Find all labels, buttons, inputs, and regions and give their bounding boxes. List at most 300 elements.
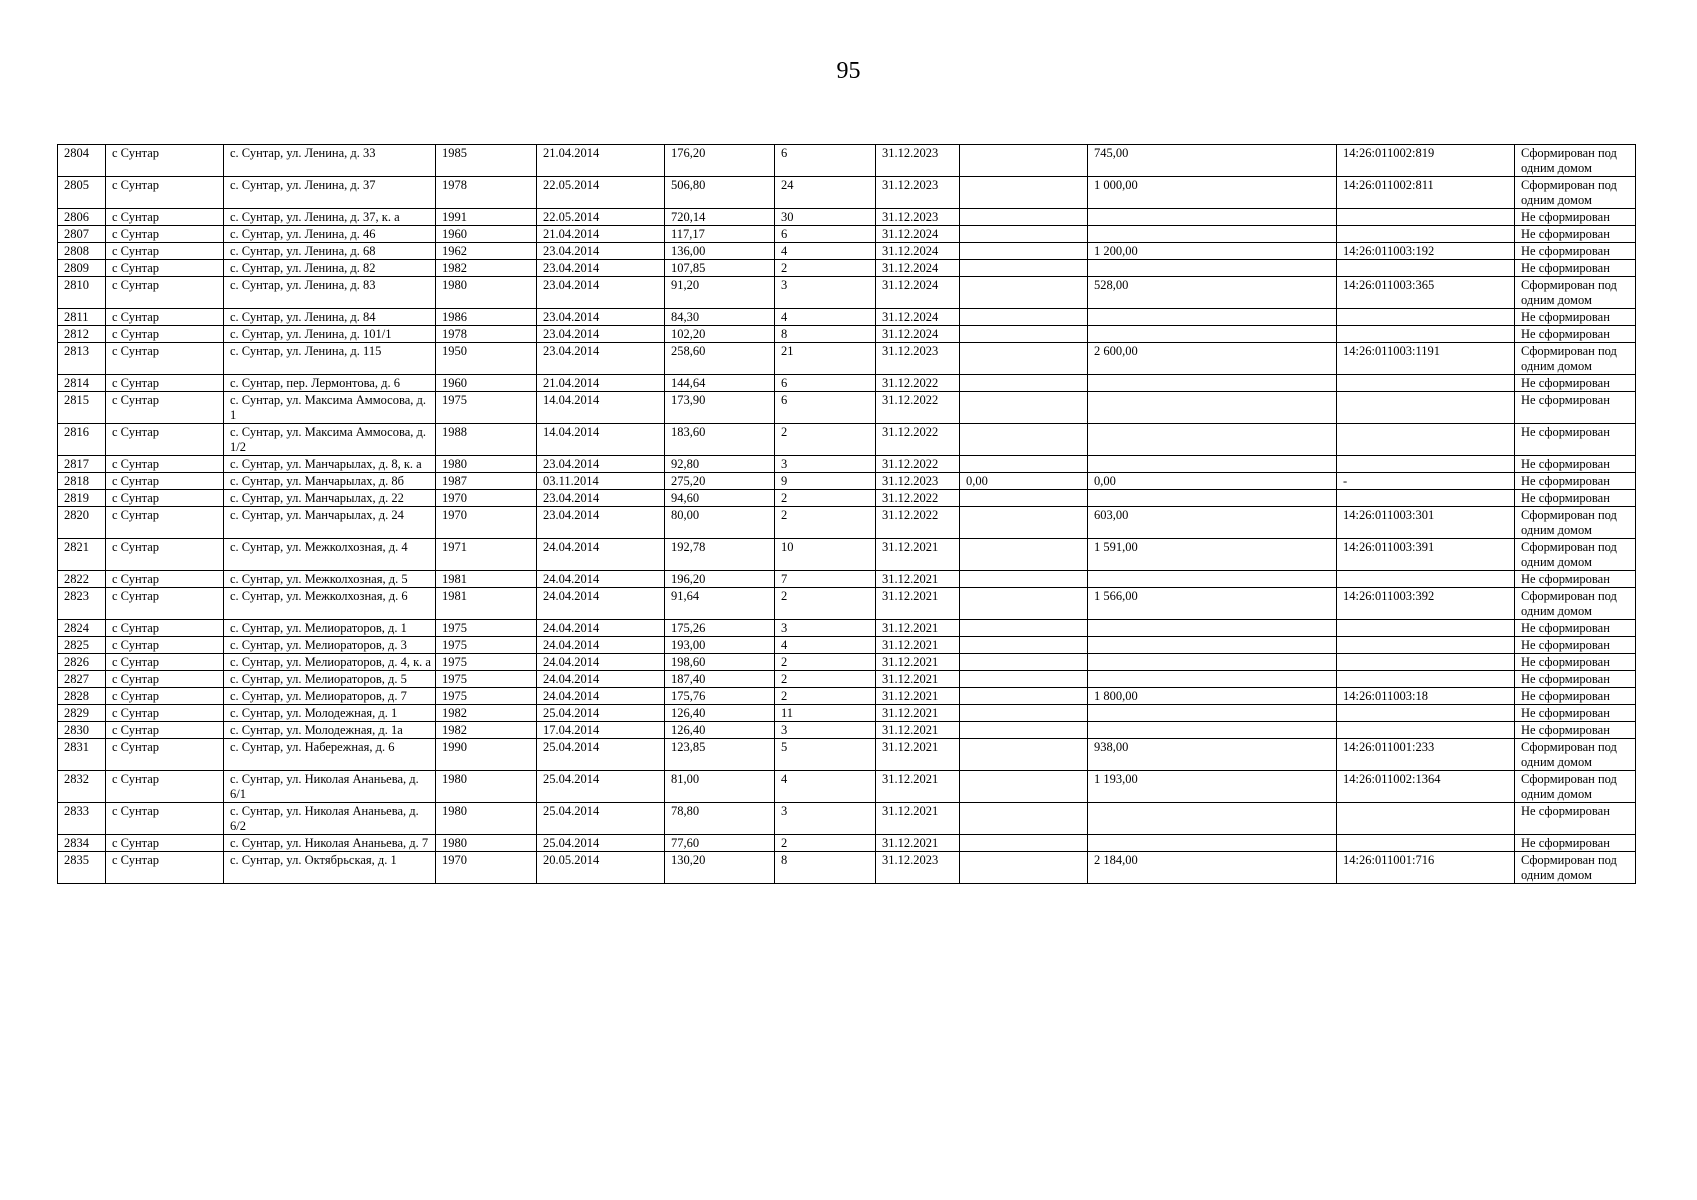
cell-row-number: 2805	[58, 177, 106, 209]
cell-build-year: 1978	[436, 177, 537, 209]
cell-land-area	[1088, 705, 1337, 722]
cell-land-area: 603,00	[1088, 507, 1337, 539]
cell-land-area	[1088, 392, 1337, 424]
cell-row-number: 2808	[58, 243, 106, 260]
cell-build-year: 1950	[436, 343, 537, 375]
cell-record-date: 23.04.2014	[537, 490, 665, 507]
cell-deadline-date: 31.12.2021	[876, 620, 960, 637]
cell-settlement: с Сунтар	[106, 392, 224, 424]
cell-build-year: 1980	[436, 835, 537, 852]
cell-address: с. Сунтар, ул. Ленина, д. 37, к. а	[224, 209, 436, 226]
cell-address: с. Сунтар, ул. Ленина, д. 83	[224, 277, 436, 309]
cell-residents: 30	[775, 209, 876, 226]
cell-build-year: 1985	[436, 145, 537, 177]
cell-settlement: с Сунтар	[106, 835, 224, 852]
cell-cost-value	[960, 654, 1088, 671]
cell-cadastral-number	[1337, 456, 1515, 473]
cell-address: с. Сунтар, ул. Мелиораторов, д. 5	[224, 671, 436, 688]
cell-land-area: 1 193,00	[1088, 771, 1337, 803]
table-row	[58, 177, 1636, 209]
cell-cost-value	[960, 722, 1088, 739]
cell-land-status: Сформирован под одним домом	[1515, 277, 1636, 309]
cell-build-year: 1980	[436, 277, 537, 309]
table-row	[58, 277, 1636, 309]
cell-area: 198,60	[665, 654, 775, 671]
table-row	[58, 145, 1636, 177]
cell-cost-value	[960, 835, 1088, 852]
cell-land-status: Сформирован под одним домом	[1515, 771, 1636, 803]
cell-cadastral-number	[1337, 705, 1515, 722]
cell-build-year: 1960	[436, 375, 537, 392]
cell-area: 130,20	[665, 852, 775, 884]
cell-land-status: Сформирован под одним домом	[1515, 343, 1636, 375]
cell-deadline-date: 31.12.2021	[876, 722, 960, 739]
cell-residents: 7	[775, 571, 876, 588]
cell-deadline-date: 31.12.2021	[876, 705, 960, 722]
cell-record-date: 24.04.2014	[537, 637, 665, 654]
cell-cost-value	[960, 620, 1088, 637]
cell-cost-value	[960, 539, 1088, 571]
cell-cost-value	[960, 688, 1088, 705]
cell-build-year: 1970	[436, 507, 537, 539]
cell-deadline-date: 31.12.2023	[876, 209, 960, 226]
cell-build-year: 1962	[436, 243, 537, 260]
cell-residents: 3	[775, 803, 876, 835]
cell-address: с. Сунтар, ул. Ленина, д. 37	[224, 177, 436, 209]
cell-land-area	[1088, 456, 1337, 473]
cell-cadastral-number: 14:26:011002:811	[1337, 177, 1515, 209]
cell-settlement: с Сунтар	[106, 620, 224, 637]
cell-record-date: 23.04.2014	[537, 326, 665, 343]
cell-build-year: 1982	[436, 722, 537, 739]
cell-address: с. Сунтар, ул. Мелиораторов, д. 7	[224, 688, 436, 705]
cell-build-year: 1971	[436, 539, 537, 571]
cell-residents: 6	[775, 226, 876, 243]
cell-row-number: 2812	[58, 326, 106, 343]
cell-deadline-date: 31.12.2024	[876, 326, 960, 343]
cell-settlement: с Сунтар	[106, 309, 224, 326]
cell-build-year: 1980	[436, 771, 537, 803]
cell-settlement: с Сунтар	[106, 260, 224, 277]
cell-record-date: 23.04.2014	[537, 343, 665, 375]
cell-residents: 4	[775, 771, 876, 803]
cell-row-number: 2819	[58, 490, 106, 507]
cell-residents: 4	[775, 309, 876, 326]
cell-land-status: Сформирован под одним домом	[1515, 852, 1636, 884]
cell-residents: 10	[775, 539, 876, 571]
table-row	[58, 424, 1636, 456]
table-row	[58, 456, 1636, 473]
page-number: 95	[836, 58, 861, 84]
cell-address: с. Сунтар, ул. Мелиораторов, д. 4, к. а	[224, 654, 436, 671]
cell-area: 175,76	[665, 688, 775, 705]
cell-row-number: 2834	[58, 835, 106, 852]
cell-cost-value	[960, 705, 1088, 722]
cell-build-year: 1975	[436, 654, 537, 671]
cell-row-number: 2816	[58, 424, 106, 456]
cell-address: с. Сунтар, ул. Мелиораторов, д. 3	[224, 637, 436, 654]
cell-cadastral-number: 14:26:011003:1191	[1337, 343, 1515, 375]
cell-row-number: 2804	[58, 145, 106, 177]
table-row	[58, 309, 1636, 326]
table-row	[58, 490, 1636, 507]
cell-residents: 6	[775, 392, 876, 424]
cell-record-date: 25.04.2014	[537, 739, 665, 771]
cell-record-date: 24.04.2014	[537, 539, 665, 571]
table-row	[58, 226, 1636, 243]
cell-area: 187,40	[665, 671, 775, 688]
cell-row-number: 2818	[58, 473, 106, 490]
table-row	[58, 705, 1636, 722]
cell-row-number: 2815	[58, 392, 106, 424]
table-row	[58, 392, 1636, 424]
cell-cost-value	[960, 852, 1088, 884]
cell-record-date: 22.05.2014	[537, 177, 665, 209]
cell-residents: 5	[775, 739, 876, 771]
cell-cost-value	[960, 507, 1088, 539]
cell-deadline-date: 31.12.2021	[876, 637, 960, 654]
cell-record-date: 22.05.2014	[537, 209, 665, 226]
cell-cadastral-number	[1337, 424, 1515, 456]
table-row	[58, 739, 1636, 771]
cell-settlement: с Сунтар	[106, 456, 224, 473]
cell-row-number: 2824	[58, 620, 106, 637]
cell-deadline-date: 31.12.2021	[876, 571, 960, 588]
cell-record-date: 14.04.2014	[537, 392, 665, 424]
cell-row-number: 2810	[58, 277, 106, 309]
cell-settlement: с Сунтар	[106, 539, 224, 571]
cell-area: 275,20	[665, 473, 775, 490]
cell-land-status: Не сформирован	[1515, 654, 1636, 671]
cell-build-year: 1991	[436, 209, 537, 226]
cell-land-area	[1088, 209, 1337, 226]
table-row	[58, 343, 1636, 375]
cell-cost-value	[960, 145, 1088, 177]
cell-deadline-date: 31.12.2022	[876, 507, 960, 539]
cell-deadline-date: 31.12.2021	[876, 771, 960, 803]
cell-row-number: 2833	[58, 803, 106, 835]
cell-land-area: 528,00	[1088, 277, 1337, 309]
cell-cost-value	[960, 177, 1088, 209]
cell-settlement: с Сунтар	[106, 588, 224, 620]
cell-residents: 2	[775, 688, 876, 705]
cell-cadastral-number	[1337, 571, 1515, 588]
cell-land-status: Сформирован под одним домом	[1515, 739, 1636, 771]
cell-area: 102,20	[665, 326, 775, 343]
cell-settlement: с Сунтар	[106, 473, 224, 490]
cell-cost-value: 0,00	[960, 473, 1088, 490]
cell-build-year: 1975	[436, 671, 537, 688]
table-body	[58, 145, 1636, 884]
table-row	[58, 771, 1636, 803]
table-row	[58, 588, 1636, 620]
cell-record-date: 23.04.2014	[537, 309, 665, 326]
cell-settlement: с Сунтар	[106, 637, 224, 654]
cell-record-date: 21.04.2014	[537, 375, 665, 392]
cell-deadline-date: 31.12.2021	[876, 803, 960, 835]
cell-row-number: 2829	[58, 705, 106, 722]
cell-build-year: 1980	[436, 456, 537, 473]
cell-residents: 4	[775, 243, 876, 260]
cell-land-area: 938,00	[1088, 739, 1337, 771]
cell-settlement: с Сунтар	[106, 243, 224, 260]
cell-land-area: 1 800,00	[1088, 688, 1337, 705]
cell-build-year: 1975	[436, 637, 537, 654]
cell-cost-value	[960, 260, 1088, 277]
cell-cadastral-number: 14:26:011003:391	[1337, 539, 1515, 571]
cell-area: 78,80	[665, 803, 775, 835]
cell-land-status: Не сформирован	[1515, 260, 1636, 277]
cell-build-year: 1970	[436, 852, 537, 884]
cell-cost-value	[960, 803, 1088, 835]
cell-row-number: 2827	[58, 671, 106, 688]
cell-land-status: Не сформирован	[1515, 392, 1636, 424]
cell-settlement: с Сунтар	[106, 722, 224, 739]
cell-residents: 2	[775, 671, 876, 688]
cell-row-number: 2811	[58, 309, 106, 326]
table-row	[58, 539, 1636, 571]
cell-row-number: 2814	[58, 375, 106, 392]
cell-row-number: 2817	[58, 456, 106, 473]
cell-residents: 21	[775, 343, 876, 375]
cell-land-status: Сформирован под одним домом	[1515, 539, 1636, 571]
cell-build-year: 1981	[436, 571, 537, 588]
cell-land-status: Не сформирован	[1515, 456, 1636, 473]
table-row	[58, 571, 1636, 588]
cell-cadastral-number	[1337, 326, 1515, 343]
cell-build-year: 1986	[436, 309, 537, 326]
cell-cost-value	[960, 588, 1088, 620]
cell-cost-value	[960, 243, 1088, 260]
cell-build-year: 1980	[436, 803, 537, 835]
cell-residents: 3	[775, 456, 876, 473]
cell-deadline-date: 31.12.2023	[876, 343, 960, 375]
cell-area: 77,60	[665, 835, 775, 852]
cell-cadastral-number	[1337, 671, 1515, 688]
cell-area: 126,40	[665, 705, 775, 722]
cell-residents: 2	[775, 424, 876, 456]
cell-deadline-date: 31.12.2021	[876, 654, 960, 671]
cell-record-date: 25.04.2014	[537, 705, 665, 722]
cell-land-area	[1088, 654, 1337, 671]
cell-residents: 6	[775, 145, 876, 177]
cell-address: с. Сунтар, ул. Николая Ананьева, д. 6/1	[224, 771, 436, 803]
cell-land-status: Не сформирован	[1515, 722, 1636, 739]
cell-cost-value	[960, 209, 1088, 226]
cell-cost-value	[960, 309, 1088, 326]
cell-land-status: Не сформирован	[1515, 835, 1636, 852]
table-row	[58, 473, 1636, 490]
cell-address: с. Сунтар, ул. Ленина, д. 82	[224, 260, 436, 277]
cell-settlement: с Сунтар	[106, 343, 224, 375]
table-row	[58, 803, 1636, 835]
cell-area: 84,30	[665, 309, 775, 326]
cell-land-status: Не сформирован	[1515, 620, 1636, 637]
cell-area: 107,85	[665, 260, 775, 277]
cell-cadastral-number: 14:26:011003:301	[1337, 507, 1515, 539]
cell-address: с. Сунтар, ул. Октябрьская, д. 1	[224, 852, 436, 884]
cell-cadastral-number	[1337, 392, 1515, 424]
cell-record-date: 23.04.2014	[537, 277, 665, 309]
cell-area: 136,00	[665, 243, 775, 260]
cell-land-status: Не сформирован	[1515, 243, 1636, 260]
cell-record-date: 25.04.2014	[537, 835, 665, 852]
cell-land-status: Не сформирован	[1515, 571, 1636, 588]
cell-cadastral-number: 14:26:011003:365	[1337, 277, 1515, 309]
cell-area: 173,90	[665, 392, 775, 424]
cell-cost-value	[960, 343, 1088, 375]
cell-row-number: 2821	[58, 539, 106, 571]
cell-cost-value	[960, 424, 1088, 456]
cell-settlement: с Сунтар	[106, 177, 224, 209]
cell-land-status: Не сформирован	[1515, 326, 1636, 343]
cell-deadline-date: 31.12.2021	[876, 539, 960, 571]
cell-record-date: 23.04.2014	[537, 243, 665, 260]
cell-area: 123,85	[665, 739, 775, 771]
cell-record-date: 23.04.2014	[537, 260, 665, 277]
cell-deadline-date: 31.12.2024	[876, 309, 960, 326]
cell-row-number: 2832	[58, 771, 106, 803]
cell-address: с. Сунтар, ул. Максима Аммосова, д. 1/2	[224, 424, 436, 456]
cell-row-number: 2835	[58, 852, 106, 884]
cell-build-year: 1978	[436, 326, 537, 343]
cell-settlement: с Сунтар	[106, 209, 224, 226]
cell-record-date: 24.04.2014	[537, 620, 665, 637]
cell-land-area	[1088, 803, 1337, 835]
cell-build-year: 1975	[436, 620, 537, 637]
cell-settlement: с Сунтар	[106, 326, 224, 343]
cell-cost-value	[960, 277, 1088, 309]
cell-area: 117,17	[665, 226, 775, 243]
cell-land-status: Сформирован под одним домом	[1515, 145, 1636, 177]
cell-record-date: 24.04.2014	[537, 571, 665, 588]
cell-row-number: 2823	[58, 588, 106, 620]
cell-row-number: 2826	[58, 654, 106, 671]
cell-settlement: с Сунтар	[106, 277, 224, 309]
cell-address: с. Сунтар, ул. Николая Ананьева, д. 6/2	[224, 803, 436, 835]
cell-land-area	[1088, 671, 1337, 688]
cell-land-area: 1 566,00	[1088, 588, 1337, 620]
cell-deadline-date: 31.12.2022	[876, 424, 960, 456]
cell-record-date: 24.04.2014	[537, 654, 665, 671]
cell-address: с. Сунтар, ул. Набережная, д. 6	[224, 739, 436, 771]
cell-cost-value	[960, 375, 1088, 392]
cell-settlement: с Сунтар	[106, 803, 224, 835]
cell-address: с. Сунтар, ул. Межколхозная, д. 4	[224, 539, 436, 571]
cell-land-status: Сформирован под одним домом	[1515, 177, 1636, 209]
table-row	[58, 637, 1636, 654]
cell-address: с. Сунтар, ул. Молодежная, д. 1а	[224, 722, 436, 739]
cell-land-area	[1088, 571, 1337, 588]
cell-address: с. Сунтар, ул. Ленина, д. 101/1	[224, 326, 436, 343]
cell-cadastral-number	[1337, 260, 1515, 277]
cell-row-number: 2809	[58, 260, 106, 277]
cell-land-area	[1088, 260, 1337, 277]
cell-land-area	[1088, 226, 1337, 243]
cell-residents: 3	[775, 722, 876, 739]
cell-record-date: 21.04.2014	[537, 226, 665, 243]
cell-settlement: с Сунтар	[106, 375, 224, 392]
cell-settlement: с Сунтар	[106, 654, 224, 671]
cell-record-date: 24.04.2014	[537, 688, 665, 705]
cell-area: 91,20	[665, 277, 775, 309]
cell-cost-value	[960, 456, 1088, 473]
table-row	[58, 722, 1636, 739]
cell-cost-value	[960, 571, 1088, 588]
table-row	[58, 243, 1636, 260]
cell-row-number: 2825	[58, 637, 106, 654]
cell-cost-value	[960, 392, 1088, 424]
cell-cost-value	[960, 326, 1088, 343]
cell-land-status: Сформирован под одним домом	[1515, 507, 1636, 539]
cell-row-number: 2820	[58, 507, 106, 539]
cell-residents: 2	[775, 507, 876, 539]
cell-settlement: с Сунтар	[106, 688, 224, 705]
cell-address: с. Сунтар, ул. Молодежная, д. 1	[224, 705, 436, 722]
cell-deadline-date: 31.12.2022	[876, 490, 960, 507]
cell-land-status: Не сформирован	[1515, 473, 1636, 490]
cell-area: 94,60	[665, 490, 775, 507]
housing-registry-table	[57, 144, 1636, 884]
cell-cadastral-number: 14:26:011002:819	[1337, 145, 1515, 177]
cell-area: 192,78	[665, 539, 775, 571]
cell-cost-value	[960, 739, 1088, 771]
cell-residents: 3	[775, 620, 876, 637]
cell-address: с. Сунтар, ул. Манчарылах, д. 8, к. а	[224, 456, 436, 473]
cell-land-status: Не сформирован	[1515, 226, 1636, 243]
cell-area: 183,60	[665, 424, 775, 456]
cell-address: с. Сунтар, ул. Манчарылах, д. 8б	[224, 473, 436, 490]
cell-deadline-date: 31.12.2023	[876, 852, 960, 884]
cell-residents: 2	[775, 654, 876, 671]
cell-deadline-date: 31.12.2024	[876, 243, 960, 260]
cell-cadastral-number	[1337, 722, 1515, 739]
cell-build-year: 1982	[436, 260, 537, 277]
cell-address: с. Сунтар, ул. Ленина, д. 115	[224, 343, 436, 375]
cell-row-number: 2822	[58, 571, 106, 588]
cell-settlement: с Сунтар	[106, 226, 224, 243]
cell-deadline-date: 31.12.2024	[876, 226, 960, 243]
cell-residents: 2	[775, 260, 876, 277]
table-row	[58, 209, 1636, 226]
cell-address: с. Сунтар, ул. Максима Аммосова, д. 1	[224, 392, 436, 424]
cell-cadastral-number	[1337, 620, 1515, 637]
cell-land-area: 745,00	[1088, 145, 1337, 177]
cell-deadline-date: 31.12.2022	[876, 456, 960, 473]
cell-row-number: 2830	[58, 722, 106, 739]
cell-deadline-date: 31.12.2021	[876, 671, 960, 688]
cell-land-area	[1088, 309, 1337, 326]
cell-land-area	[1088, 326, 1337, 343]
cell-record-date: 20.05.2014	[537, 852, 665, 884]
cell-land-status: Сформирован под одним домом	[1515, 588, 1636, 620]
cell-deadline-date: 31.12.2023	[876, 145, 960, 177]
cell-record-date: 24.04.2014	[537, 671, 665, 688]
cell-area: 175,26	[665, 620, 775, 637]
cell-cadastral-number	[1337, 835, 1515, 852]
cell-settlement: с Сунтар	[106, 424, 224, 456]
cell-area: 196,20	[665, 571, 775, 588]
cell-deadline-date: 31.12.2021	[876, 588, 960, 620]
cell-land-area	[1088, 637, 1337, 654]
cell-address: с. Сунтар, ул. Мелиораторов, д. 1	[224, 620, 436, 637]
cell-build-year: 1960	[436, 226, 537, 243]
cell-build-year: 1975	[436, 392, 537, 424]
cell-build-year: 1970	[436, 490, 537, 507]
cell-area: 81,00	[665, 771, 775, 803]
table-row	[58, 620, 1636, 637]
cell-settlement: с Сунтар	[106, 739, 224, 771]
